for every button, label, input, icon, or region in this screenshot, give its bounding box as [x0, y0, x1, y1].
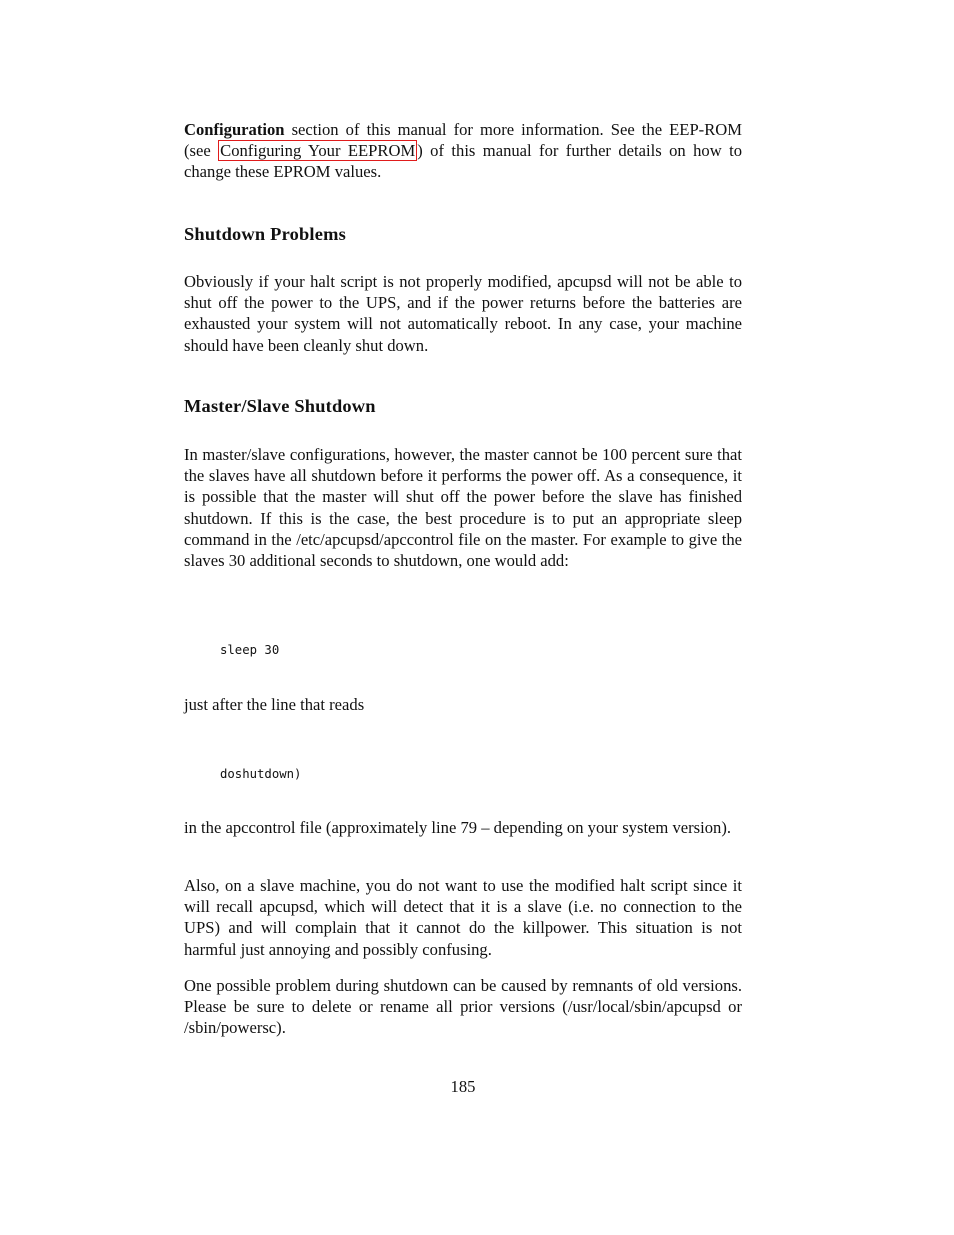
intro-text-2: ) of this manual for further details on how to change these EPROM values. [184, 141, 743, 182]
master-slave-paragraph-3: in the apccontrol file (approximately line 79 – depending on your system version). [184, 818, 731, 837]
page-number: 185 [450, 1077, 476, 1096]
shutdown-problems-paragraph: Obviously if your halt script is not properly modified, apcupsd will not be able to shut off the power to the UPS, and if the power returns before the batteries are exhausted your system will not automatically reboot. In any case, your machine should have been cleanly shut down. [184, 272, 742, 355]
configuring-eeprom-link[interactable]: Configuring Your EEPROM [220, 141, 416, 161]
master-slave-paragraph-2: just after the line that reads [184, 695, 365, 714]
master-slave-paragraph-1: In master/slave configurations, however, the master cannot be 100 percent sure that the slaves have all shutdown before it performs the power off. As a consequence, it is possible that the master will shut off the power before the slave has finished shutdown. If this is the case, the best procedure is to put an appropriate sleep command in the /etc/apcupsd/apccontrol file on the master. For example to give the slaves 30 additional seconds to shutdown, one would add: [184, 445, 742, 571]
intro-paragraph [184, 119, 742, 183]
master-slave-paragraph-4: Also, on a slave machine, you do not want to use the modified halt script since it will recall apcupsd, which will detect that it is a slave (i.e. no connection to the UPS) and will complain that it cannot do the killpower. This situation is not harmful just annoying and possibly confusing. [184, 876, 742, 959]
shutdown-problems-heading: Shutdown Problems [184, 224, 346, 244]
code-doshutdown: doshutdown) [220, 767, 302, 781]
master-slave-heading: Master/Slave Shutdown [184, 396, 376, 416]
master-slave-paragraph-5: One possible problem during shutdown can be caused by remnants of old versions. Please be sure to delete or rename all prior versions (/usr/local/sbin/apcupsd or /sbin/powersc). [184, 976, 742, 1038]
intro-text-1: section of this manual for more information. See the EEP-ROM (see [184, 120, 742, 161]
code-sleep-30: sleep 30 [220, 643, 280, 657]
configuration-term: Configuration [184, 120, 285, 139]
